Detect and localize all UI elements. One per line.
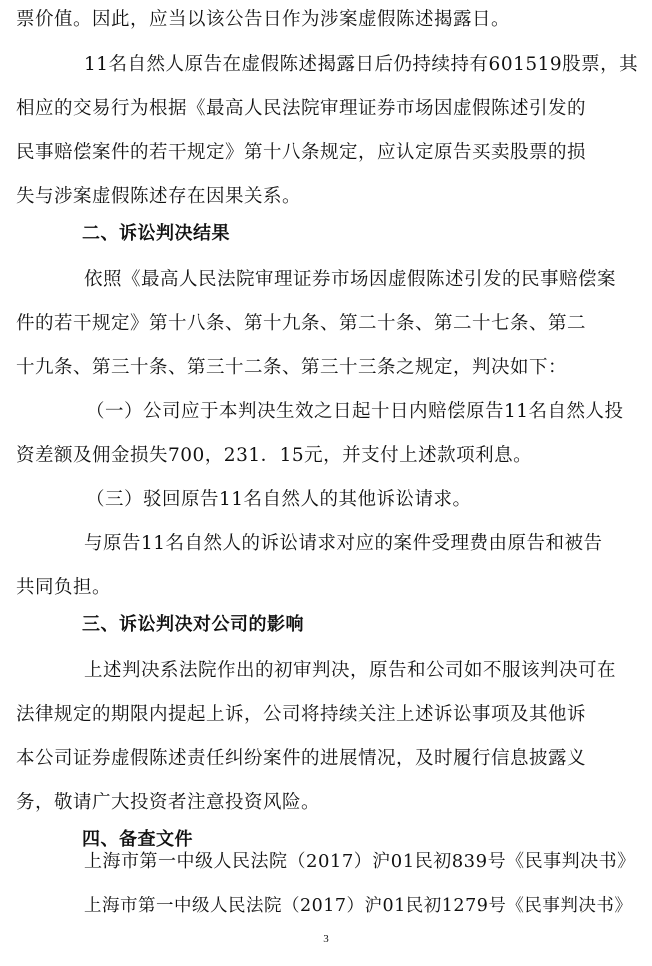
section-heading-2: 二、诉讼判决结果 [82, 223, 230, 244]
reference-file: 上海市第一中级人民法院（2017）沪01民初1279号《民事判决书》 [84, 896, 633, 916]
reference-file: 上海市第一中级人民法院（2017）沪01民初839号《民事判决书》 [84, 851, 636, 872]
paragraph-line: 共同负担。 [16, 577, 112, 598]
paragraph-line: 依照《最高人民法院审理证券市场因虚假陈述引发的民事赔偿案 [84, 269, 617, 290]
paragraph-line: 上述判决系法院作出的初审判决，原告和公司如不服该判决可在 [84, 660, 617, 681]
paragraph-line: 11名自然人原告在虚假陈述揭露日后仍持续持有601519股票，其 [84, 54, 639, 75]
section-heading-4: 四、备查文件 [82, 829, 193, 850]
paragraph-line: 票价值。因此，应当以该公告日作为涉案虚假陈述揭露日。 [16, 9, 511, 30]
judgment-item-3: （三）驳回原告11名自然人的其他诉讼请求。 [86, 489, 472, 510]
section-heading-3: 三、诉讼判决对公司的影响 [82, 614, 304, 635]
paragraph-line: 民事赔偿案件的若干规定》第十八条规定，应认定原告买卖股票的损 [16, 142, 587, 163]
paragraph-line: 十九条、第三十条、第三十二条、第三十三条之规定，判决如下： [16, 357, 568, 378]
paragraph-line: 与原告11名自然人的诉讼请求对应的案件受理费由原告和被告 [84, 533, 603, 554]
page-number: 3 [323, 933, 329, 945]
paragraph-line: 法律规定的期限内提起上诉，公司将持续关注上述诉讼事项及其他诉 [16, 704, 587, 725]
paragraph-line: 本公司证券虚假陈述责任纠纷案件的进展情况，及时履行信息披露义 [16, 748, 587, 769]
judgment-item-1-cont: 资差额及佣金损失700，231．15元，并支付上述款项利息。 [16, 445, 533, 466]
paragraph-line: 件的若干规定》第十八条、第十九条、第二十条、第二十七条、第二 [16, 313, 587, 334]
paragraph-line: 相应的交易行为根据《最高人民法院审理证券市场因虚假陈述引发的 [16, 98, 587, 119]
judgment-item-1: （一）公司应于本判决生效之日起十日内赔偿原告11名自然人投 [86, 401, 624, 422]
paragraph-line: 务，敬请广大投资者注意投资风险。 [16, 792, 321, 813]
paragraph-line: 失与涉案虚假陈述存在因果关系。 [16, 186, 302, 207]
